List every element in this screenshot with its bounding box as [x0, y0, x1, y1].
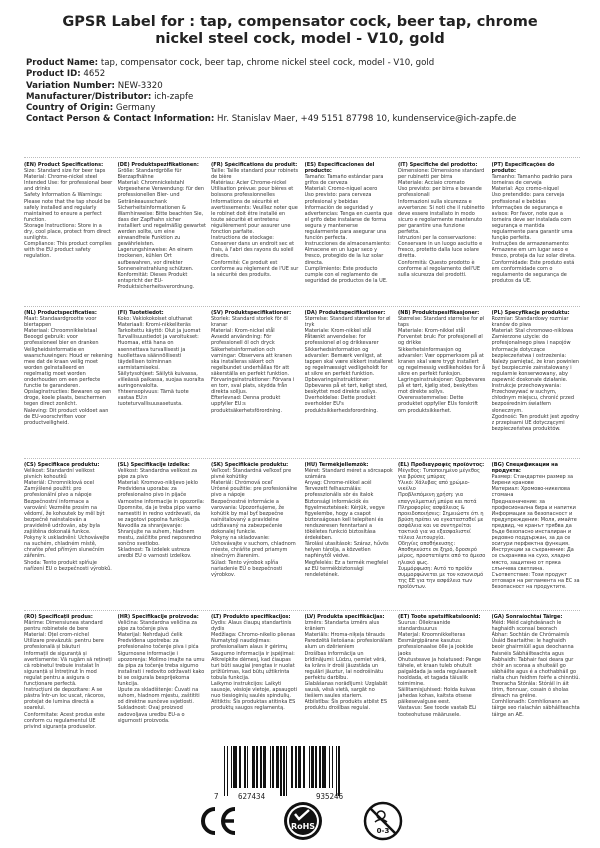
spec-text: Méid: Méid caighdeánach le haghaidh sconsaí beorach Ábhar: Sochtán de Chrómaimís Úsáid Beartaithe: le haghaidh beoir ghairmiúil agus deochanna Faisnéis Sábháilteachta agus Rabhaidh: Tabhair faoi deara gur chóir an sconsa a shuiteáil go sábháilte agus é a chothabháil go rialta chun feidhm foirfe a chinntiú. Treoracha Stórála: Stóráil in áit tirim, fionnuar, cosain ó sholas díreach na gréine. Comhlíonadh: Comhlíonann an táirge seo rialachán sábháilteachta táirge an AE.	[491, 620, 580, 718]
spec-heading: (EN) Product Specifications:	[24, 162, 104, 168]
divider	[24, 157, 580, 158]
divider	[24, 458, 580, 459]
barcode	[214, 746, 382, 804]
product-id: 4652	[83, 69, 106, 80]
page-title: GPSR Label for : tap, compensator cock, beer tap, chrome nickel steel cock, model - V10, gold	[62, 14, 538, 47]
spec-text: Dimensione: Dimensione standard per rubinetti per birra Materiale: Acciaio cromato Uso previsto: per birra e bevande professionali Informazioni sulla sicurezza e avvertenze: Si noti che il rubinetto deve essere installato in modo sicuro e regolarmente mantenuto per garantire una funzione perfetta. Istruzioni per la conservazione: Conservare in un luogo asciutto e fresco, protetto dalla luce solare diretta. Conformità: Questo prodotto è conforme al regolamento dell'UE sulla sicurezza dei prodotti.	[398, 168, 485, 278]
label: Contact Person & Contact Information:	[26, 114, 215, 125]
spec-heading: (SK) Špecifikácie produktu:	[211, 462, 289, 468]
spec-row-4	[24, 614, 580, 733]
spec-heading: (HU) Termékjellemzők:	[304, 462, 369, 468]
spec-cell	[118, 462, 207, 593]
spec-text: Размер: Стандартен размер за бирени кранове Материал: Хромово-никелова стомана Предназначение: за професионална бира и напитки Информация за безопасност и предупреждения: Моля, имайте предвид, че кранът трябва да бъде безопасно инсталиран и редовно поддържан, за да се осигури перфектна функция. Инструкции за съхранение: Да се съхранява на сухо, хладно място, защитено от пряка слънчева светлина. Съответствие: Този продукт отговаря на регламента на ЕС за безопасност на продуктите.	[491, 474, 580, 590]
spec-text: Méret: Standard méret a sörcsapok számára Anyag: Chrome-nikkel acél Tervezett felhasználás: professzionális sör és italok Biztonsági információk és figyelmeztetések: Kérjük, vegye figyelembe, hogy a csapot biztonságosan kell telepíteni és rendszeresen fenntartani a tökéletes funkció biztosítása érdekében. Tárolási utasítások: Száraz, hűvös helyen tárolja, a közvetlen napfénytől védve. Megfelelés: Ez a termék megfelel az EU termékbiztonsági rendeletének.	[304, 468, 393, 578]
spec-heading: (SV) Produktspecifikationer:	[211, 310, 292, 316]
spec-heading: (BG) Спецификации на продукта:	[491, 462, 558, 475]
spec-text: Veľkosť: Štandardná veľkosť pre pivné kohútiky Materiál: Chrómová oceľ Určené použitie: pre profesionálne pivo a nápoje Bezpečnostné informácie a varovania: Upozorňujeme, že kohútik by mal byť bezpečne nainštalovaný a pravidelne udržiavaný na zabezpečenie dokonalej funkcie. Pokyny na skladovanie: Uchovávajte v suchom, chladnom mieste, chráňte pred priamym slnečným žiarením. Súlad: Tento výrobok spĺňa nariadenie EÚ o bezpečnosti výrobkov.	[211, 468, 298, 578]
spec-text: Rozmiar: Standardowy rozmiar kranów do piwa Materiał: Stal chromowo-niklowa Zamierzone użycie: do profesjonalnego piwa i napojów Informacje dotyczące bezpieczeństwa i ostrzeżenia: Należy pamiętać, że kran powinien być bezpiecznie zainstalowany i regularnie konserwowany, aby zapewnić doskonałe działanie. Instrukcje przechowywania: Przechowywać w suchym, chłodnym miejscu, chronić przed bezpośrednim światłem słonecznym. Zgodność: Ten produkt jest zgodny z przepisami UE dotyczącymi bezpieczeństwa produktów.	[491, 316, 580, 432]
barcode-digit-1: 7	[214, 792, 219, 801]
divider	[24, 610, 580, 611]
spec-heading: (NB) Produktspesifikasjoner:	[398, 310, 480, 316]
spec-cell	[118, 310, 207, 435]
spec-cell	[305, 614, 394, 733]
ce-mark-icon	[198, 806, 240, 836]
product-id-row	[26, 69, 586, 80]
label: Product ID:	[26, 69, 81, 80]
spec-text: Mărime: Dimensiunea standard pentru robinetele de bere Material: Oțel crom-nichel Utilizare prevăzută: pentru bere profesională și băuturi Informații de siguranță și avertismente: Vă rugăm să rețineți că robinetul trebuie instalat în siguranță și întreținut în mod regulat pentru a asigura o funcționare perfectă. Instrucțiuni de depozitare: A se păstra într-un loc uscat, răcoros, protejat de lumina directă a soarelui. Conformitate: Acest produs este conform cu regulamentul UE privind siguranța produselor.	[24, 620, 112, 730]
manufacturer: ich-zapfe	[154, 91, 194, 102]
spec-heading: (IT) Specifiche del prodotto:	[398, 162, 478, 168]
spec-heading: (CS) Specifikace produktu:	[24, 462, 100, 468]
rohs-text: RoHS	[290, 822, 316, 831]
spec-cell	[398, 462, 487, 593]
manufacturer-row	[26, 92, 586, 103]
spec-text: Suurus: Õllekraanide standardsuurus Materjal: Kroomnikkelteras Eesmärgipärane kasutus: professionaalse õlle ja jookide jaoks Ohutusteave ja hoiatused: Pange tähele, et kraan tuleb ohutult paigaldada ja seda regulaarselt hooldada, et tagada täiuslik toimimine. Säilitamisjuhised: Hoida kuivas jahedas kohas, kaitsta otsese päikesevalguse eest. Vastavus: See toode vastab ELi tooteohutuse määrusele.	[398, 620, 481, 718]
spec-cell	[492, 614, 581, 733]
product-info	[26, 58, 586, 126]
spec-heading: (LT) Produkto specifikacijos:	[211, 614, 291, 620]
country-row	[26, 103, 586, 114]
age-warning-icon	[362, 800, 404, 842]
spec-cell	[398, 162, 487, 293]
spec-text: Dydis: Alaus čiaupų standartinis dydis Medžiaga: Chromo-nikelio plienas Numatytoji naudojimas: profesionaliam alaus ir gėrimų Saugumo informacija ir įspėjimai: Atkreipkite dėmesį, kad čiaupas turi būti saugiai įrengtas ir nuolat prižiūrimas, kad būtų užtikrinta tobula funkcija. Laikymo instrukcijos: Laikyti sausoje, vėsioje vietoje, apsaugoti nuo tiesioginių saulės spindulių. Atitiktis: Šis produktas atitinka ES produktų saugos reglamentą.	[211, 620, 298, 712]
spec-heading: (NL) Productspecificaties:	[24, 310, 97, 316]
spec-heading: (FI) Tuotetiedot:	[117, 310, 164, 316]
spec-cell	[305, 310, 394, 435]
spec-heading: (PT) Especificações do produto:	[491, 162, 555, 175]
spec-cell	[24, 462, 113, 593]
spec-text: Size: Standard size for beer taps Material: Chrome-nickel steel Intended Use: for professional beer and drinks Safety Information & Warnings: Please note that the tap should be safely installed and regularly maintained to ensure a perfect function. Storage Instructions: Store in a dry, cool place, protect from direct sunlights. Compliance: This product complies with the EU product safety regulation.	[24, 168, 113, 260]
spec-cell	[211, 614, 300, 733]
spec-cell	[398, 310, 487, 435]
spec-cell	[211, 462, 300, 593]
spec-cell	[211, 162, 300, 293]
barcode-digits-3: 935246	[316, 792, 344, 801]
spec-heading: (LV) Produkta specifikācijas:	[304, 614, 385, 620]
spec-cell	[492, 162, 581, 293]
spec-text: Μέγεθος: Τυποποιημένο μέγεθος για βρύσες μπύρας Υλικό: Χάλυβας από χρώμιο-νικέλιο Προβλεπόμενη χρήση: για επαγγελματική μπύρα και ποτά Πληροφορίες ασφάλειας & προειδοποιήσεις: Σημειώστε ότι η βρύση πρέπει να εγκατασταθεί με ασφάλεια και να συντηρείται τακτικά για να εξασφαλιστεί τέλεια λειτουργία. Οδηγίες αποθήκευσης: Αποθηκεύστε σε ξηρό, δροσερό μέρος, προστατέψτε από το άμεσο ηλιακό φως. Συμμόρφωση: Αυτό το προϊόν συμμορφώνεται με τον κανονισμό της ΕΕ για την ασφάλεια των προϊόντων.	[398, 468, 486, 590]
spec-text: Größe: Standardgröße für Bierzapfhähne Material: Chromnickelstahl Vorgesehene Verwendung: für den professionellen Bier- und Getränkeausschank Sicherheitsinformationen & Warnhinweise: Bitte beachten Sie, dass der Zapfhahn sicher installiert und regelmäßig gewartet werden sollte, um eine einwandfreie Funktion zu gewährleisten. Lagerungshinweise: An einem trockenen, kühlen Ort aufbewahren, vor direkter Sonneneinstrahlung schützen. Konformität: Dieses Produkt entspricht der EU-Produktsicherheitsverordnung.	[117, 168, 206, 290]
spec-text: Storlek: Standard storlek för öl kranar Material: Krom-nickel stål Avsedd användning: För professionell öl och dryck Säkerhetsinformation och varningar: Observera att kranen ska installeras säkert och regelbundet underhållas för att säkerställa en perfekt funktion. Förvaringsinstruktioner: Förvara i en torr, sval plats, skydda från direkta solljus. Efterlevnad: Denna produkt uppfyller EU:s produktsäkerhetsförordning.	[211, 316, 295, 414]
spec-cell	[492, 310, 581, 435]
spec-text: Størrelse: Standard størrelse for øl taps Materiale: Krom-nikkel stål Forventet bruk: For profesjonell øl og drikke Sikkerhetsinformasjon og advarsler: Vær oppmerksom på at kranen skal være trygt installert og regelmessig vedlikeholdes for å sikre en perfekt funksjon. Lagringsinstruksjoner: Oppbevares på et tørt, kjølig sted, beskyttes mot direkte sollys. Overensstemmelse: Dette produktet oppfyller EUs forskrift om produktsikkerhet.	[398, 316, 486, 414]
variation-number: NEW-3320	[117, 80, 163, 91]
spec-cell	[24, 614, 113, 733]
barcode-digits-2: 627434	[238, 792, 266, 801]
spec-heading: (DE) Produktspezifikationen:	[117, 162, 199, 168]
spec-text: Maat: Standaardgrootte voor biertappen Materiaal: Chroomnikkelstaal Beoogd gebruik: voor professioneel bier en dranken Veiligheidsinformatie en waarschuwingen: Houd er rekening mee dat de kraan veilig moet worden geïnstalleerd en regelmatig moet worden onderhouden om een perfecte functie te garanderen. Opslaginstructies: Bewaren op een droge, koele plaats, beschermen tegen direct zonlicht. Naleving: Dit product voldoet aan de EU-voorschriften voor productveiligheid.	[24, 316, 113, 426]
spec-text: Taille: Taille standard pour robinets de bière Matériau: Acier Chrome-nickel Utilisation prévue: pour bières et boissons professionnelles Informations de sécurité et avertissements: Veuillez noter que le robinet doit être installé en toute sécurité et entretenu régulièrement pour assurer une fonction parfaite. Instructions de stockage: Conserver dans un endroit sec et frais, à l'abri des rayons du soleil directs. Conformité: Ce produit est conforme au règlement de l'UE sur la sécurité des produits.	[211, 168, 299, 278]
spec-heading: (EL) Προδιαγραφές προϊόντος:	[398, 462, 485, 468]
contact: Hr. Stanislav Maer, +49 5151 87798 10, kundenservice@ich-zapfe.de	[217, 114, 517, 125]
compliance-marks	[190, 800, 410, 842]
spec-heading: (SL) Specifikacije izdelka:	[117, 462, 190, 468]
variation-row	[26, 81, 586, 92]
label: Product Name:	[26, 58, 99, 68]
spec-cell	[305, 462, 394, 593]
spec-cell	[305, 162, 394, 293]
spec-text: Tamanho: Tamanho padrão para torneiras de cerveja Material: Aço cromo-níquel Uso pretendido: para cerveja profissional e bebidas Informações de segurança e avisos: Por favor, note que a torneira deve ser instalada com segurança e mantida regularmente para garantir uma função perfeita. Instruções de armazenamento: Armazene em um lugar seco e fresco, proteja da luz solar direta. Conformidade: Este produto está em conformidade com o regulamento de segurança de produtos da UE.	[491, 174, 576, 284]
spec-row-2	[24, 310, 580, 435]
spec-text: Velikost: Standardna velikost za pipe za pivo Material: Kromovo-nikljevo jeklo Predvidena uporaba: za profesionalno pivo in pijače Varnostne informacije in opozorila: Opomnite, da je treba pipo varno namestiti in redno vzdrževati, da se zagotovi popolna funkcija. Navodila za shranjevanje: Shranjujte na suhem, hladnem mestu, zaščitite pred neposredno sončno svetlobo. Skladnost: Ta izdelek ustreza uredbi EU o varnosti izdelkov.	[117, 468, 205, 560]
product-name: tap, compensator cock, beer tap, chrome nickel steel cock, model - V10, gold	[100, 58, 435, 68]
spec-heading: (DA) Produktspecifikationer:	[304, 310, 386, 316]
divider	[24, 306, 580, 307]
spec-text: Tamaño: Tamaño estándar para grifos de cerveza Material: Cromo-níquel acero Uso previsto: para cerveza profesional y bebidas Información de seguridad y advertencias: Tenga en cuenta que el grifo debe instalarse de forma segura y mantenerse regularmente para asegurar una función perfecta. Instrucciones de almacenamiento: Almacene en un lugar seco y fresco, protegido de la luz solar directa. Cumplimiento: Este producto cumple con el reglamento de seguridad de productos de la UE.	[304, 174, 393, 284]
age-text: 0-3	[376, 827, 390, 835]
contact-row	[26, 114, 586, 125]
label: Country of Origin:	[26, 103, 114, 114]
spec-text: Koko: Vakiokokoiset oluthanat Materiaali: Kromi-nikkeliteräs Tarkoitettu käyttö: Olut ja juomat Turvallisuustiedot ja varoitukset: Huomaa, että hana on asennettava turvallisesti ja huollettava säännöllisesti täydellisen toiminnan varmistamiseksi. Säilytysohjeet: Säilytä kuivassa, viileässä paikassa, suojaa suoralta auringonvalolta. Yhteensopivuus: Tämä tuote vastaa EU:n tuoteturvallisuusasetusta.	[117, 316, 204, 408]
spec-heading: (ES) Especificaciones del producto:	[304, 162, 375, 175]
barcode-bars	[224, 746, 382, 796]
spec-row-3	[24, 462, 580, 593]
spec-cell	[118, 162, 207, 293]
spec-cell	[24, 162, 113, 293]
spec-row-1	[24, 162, 580, 293]
label: Manufacturer/Distributor:	[26, 91, 152, 102]
spec-cell	[398, 614, 487, 733]
country: Germany	[115, 103, 156, 114]
label: Variation Number:	[26, 80, 115, 91]
spec-text: Størrelse: Standard størrelse for øl tryk Materiale: Krom-nikkel stål Påtænkt anvendelse: for professionel øl og drikkevarer Sikkerhedsinformation og advarsler: Bemærk venligst, at tappen skal være sikkert installeret og regelmæssigt vedligeholdt for at sikre en perfekt funktion. Opbevaringsinstruktioner: Opbevares på et tørt, køligt sted, beskyttet mod direkte sollys. Overholdelse: Dette produkt overholder EU's produktsikkerhedsforordning.	[304, 316, 393, 414]
spec-heading: (GA) Sonraíochtaí Táirge:	[491, 614, 563, 620]
spec-heading: (ET) Toote spetsifikatsioonid:	[398, 614, 481, 620]
spec-cell	[118, 614, 207, 733]
spec-cell	[211, 310, 300, 435]
spec-heading: (RO) Specificații produs:	[24, 614, 93, 620]
spec-text: Veličina: Standardna veličina za pipe za točenje piva Materijal: Nehrđajući čelik Predviđena upotreba: za profesionalno točenje piva i pića Sigurnosne informacije i upozorenja: Molimo imajte na umu da pipa za točenje treba sigurno instalirati i redovito održavati kako bi se osigurala besprijekorna funkcija. Upute za skladištenje: Čuvati na suhom, hladnom mjestu, zaštititi od direktne sunčeve svjetlosti. Sukladnost: Ovaj proizvod zadovoljava uredbu EU-a o sigurnosti proizvoda.	[117, 620, 205, 724]
product-name-row	[26, 58, 586, 69]
spec-cell	[492, 462, 581, 593]
spec-text: Velikost: Standardní velikost pivních kohoutků Materiál: Chromniklová ocel Zamýšlené použití: pro profesionální pivo a nápoje Bezpečnostní informace a varování: Vezměte prosím na vědomí, že kohoutek by měl být bezpečně nainstalován a pravidelně udržován, aby byla zajištěna dokonalá funkce. Pokyny k uskladnění: Uchovávejte na suchém, chladném místě, chraňte před přímým slunečním zářením. Shoda: Tento produkt splňuje nařízení EU o bezpečnosti výrobků.	[24, 468, 112, 572]
spec-heading: (HR) Specifikacije proizvoda:	[117, 614, 199, 620]
rohs-icon	[282, 800, 324, 842]
spec-heading: (PL) Specyfikacje produktu:	[491, 310, 570, 316]
barcode-bar	[338, 746, 339, 796]
spec-text: Izmērs: Standarta izmērs alus krāniem Materiāls: Hroma-niķeļa tērauds Paredzētā lietošana: profesionālam alum un dzērieniem Drošības informācija un brīdinājumi: Lūdzu, ņemiet vērā, ka krāns ir droši jāuzstāda un regulāri jāuztur, lai nodrošinātu perfektu darbību. Glabāšanas norādījumi: Uzglabāt sausā, vēsā vietā, sargāt no tiešiem saules stariem. Atbilstība: Šis produkts atbilst ES produktu drošības regulai.	[304, 620, 393, 712]
spec-cell	[24, 310, 113, 435]
spec-heading: (FR) Spécifications du produit:	[211, 162, 298, 168]
